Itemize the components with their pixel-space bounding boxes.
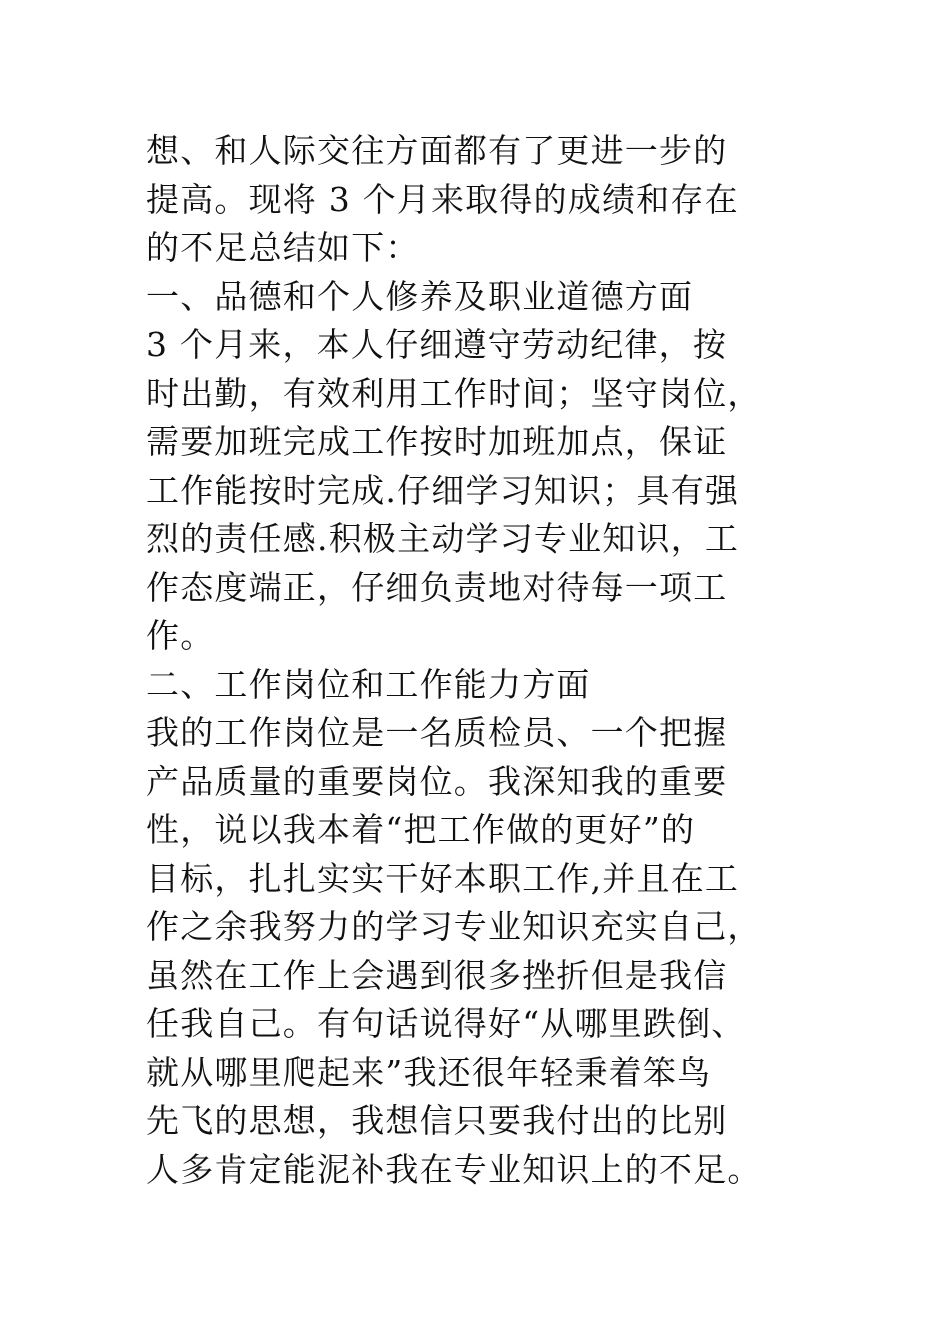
text-line: 就从哪里爬起来”我还很年轻秉着笨鸟 <box>146 1052 712 1092</box>
text-line: 提高。现将 3 个月来取得的成绩和存在 <box>146 179 739 219</box>
text-line: 虽然在工作上会遇到很多挫折但是我信 <box>146 955 728 995</box>
text-line: 我的工作岗位是一名质检员、一个把握 <box>146 713 728 752</box>
text-line: 性，说以我本着“把工作做的更好”的 <box>146 810 696 849</box>
text-line: 作态度端正，仔细负责地对待每一项工 <box>146 567 728 607</box>
text-line: 想、和人际交往方面都有了更进一步的 <box>146 131 728 170</box>
document-body-text <box>146 127 846 1194</box>
text-line: 烈的责任感.积极主动学习专业知识，工 <box>146 519 740 558</box>
text-line: 任我自己。有句话说得好“从哪里跌倒、 <box>146 1004 746 1043</box>
text-line: 先飞的思想，我想信只要我付出的比别 <box>146 1101 728 1140</box>
text-line: 产品质量的重要岗位。我深知我的重要 <box>146 761 728 801</box>
text-line: 作。 <box>146 616 215 655</box>
section-heading-2: 二、工作岗位和工作能力方面 <box>146 664 591 704</box>
text-line: 的不足总结如下： <box>146 228 420 267</box>
text-line: 时出勤，有效利用工作时间；坚守岗位， <box>146 373 762 413</box>
text-line: 3 个月来，本人仔细遵守劳动纪律，按 <box>146 325 728 364</box>
section-heading-1: 一、品德和个人修养及职业道德方面 <box>146 276 694 316</box>
text-line: 工作能按时完成.仔细学习知识；具有强 <box>146 470 740 510</box>
text-line: 需要加班完成工作按时加班加点，保证 <box>146 422 728 461</box>
text-line: 作之余我努力的学习专业知识充实自己， <box>146 907 762 946</box>
text-line: 目标，扎扎实实干好本职工作,并且在工 <box>146 858 740 898</box>
text-line: 人多肯定能泥补我在专业知识上的不足。 <box>146 1149 762 1189</box>
